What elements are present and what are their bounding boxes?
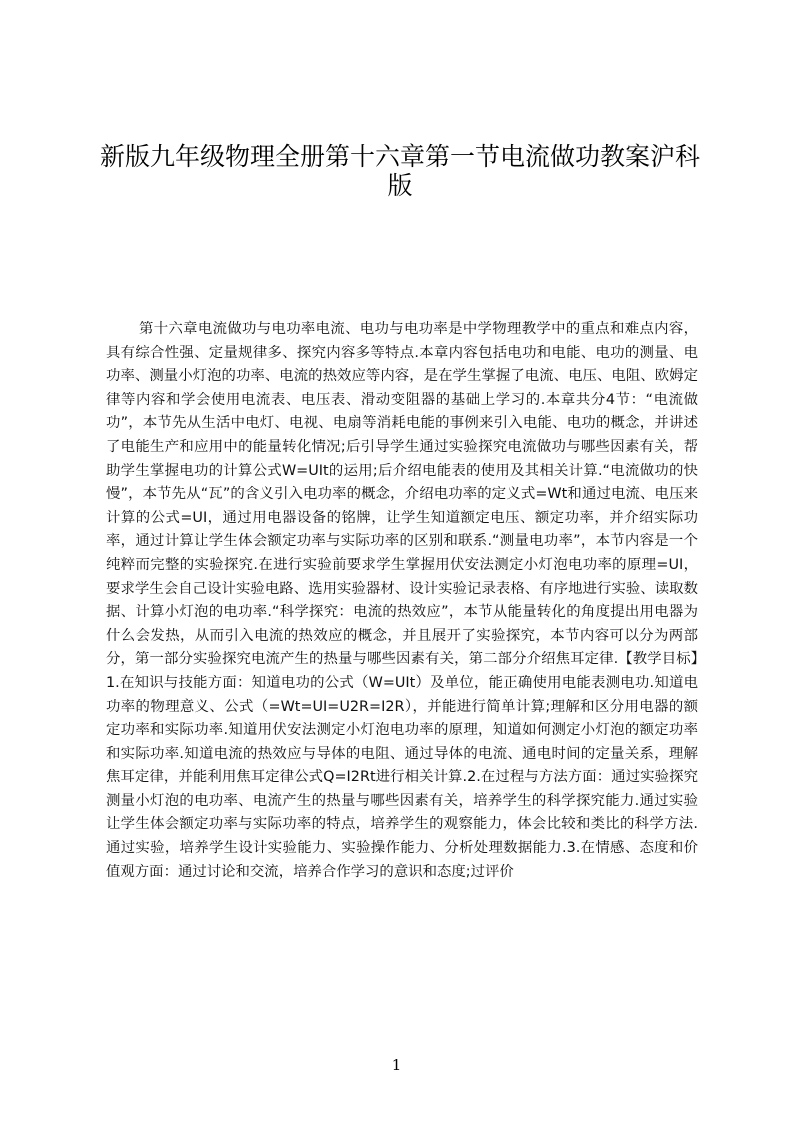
document-body-paragraph: 第十六章电流做功与电功率电流、电功与电功率是中学物理教学中的重点和难点内容，具有综合性强、定量规律多、探究内容多等特点.本章内容包括电功和电能、电功的测量、电功率、测量小灯泡的功率、电流的热效应等内容，是在学生掌握了电流、电压、电阻、欧姆定律等内容和学会使用电流表、电压表、滑动变阻器的基础上学习的.本章共分4节：“电流做功”，本节先从生活中电灯、电视、电扇等消耗电能的事例来引入电能、电功的概念，并讲述了电能生产和应用中的能量转化情况;后引导学生通过实验探究电流做功与哪些因素有关，帮助学生掌握电功的计算公式W=UIt的运用;后介绍电能表的使用及其相关计算.“电流做功的快慢”，本节先从“瓦”的含义引入电功率的概念，介绍电功率的定义式=Wt和通过电流、电压来计算的公式=UI，通过用电器设备的铭牌，让学生知道额定电压、额定功率，并介绍实际功率，通过计算让学生体会额定功率与实际功率的区别和联系.“测量电功率”，本节内容是一个纯粹而完整的实验探究.在进行实验前要求学生掌握用伏安法测定小灯泡电功率的原理=UI，要求学生会自己设计实验电路、选用实验器材、设计实验记录表格、有序地进行实验、读取数据、计算小灯泡的电功率.“科学探究：电流的热效应”，本节从能量转化的角度提出用电器为什么会发热，从而引入电流的热效应的概念，并且展开了实验探究，本节内容可以分为两部分，第一部分实验探究电流产生的热量与哪些因素有关，第二部分介绍焦耳定律.【教学目标】1.在知识与技能方面：知道电功的公式（W=UIt）及单位，能正确使用电能表测电功.知道电功率的物理意义、公式（=Wt=UI=U2R=I2R），并能进行简单计算;理解和区分用电器的额定功率和实际功率.知道用伏安法测定小灯泡电功率的原理，知道如何测定小灯泡的额定功率和实际功率.知道电流的热效应与导体的电阻、通过导体的电流、通电时间的定量关系，理解焦耳定律，并能利用焦耳定律公式Q=I2Rt进行相关计算.2.在过程与方法方面：通过实验探究测量小灯泡的电功率、电流产生的热量与哪些因素有关，培养学生的科学探究能力.通过实验让学生体会额定功率与实际功率的特点，培养学生的观察能力，体会比较和类比的科学方法.通过实验，培养学生设计实验能力、实验操作能力、分析处理数据能力.3.在情感、态度和价值观方面：通过讨论和交流，培养合作学习的意识和态度;过评价 (106, 321, 698, 880)
document-title: 新版九年级物理全册第十六章第一节电流做功教案沪科版 (100, 142, 701, 200)
page-number: 1 (391, 1056, 402, 1074)
